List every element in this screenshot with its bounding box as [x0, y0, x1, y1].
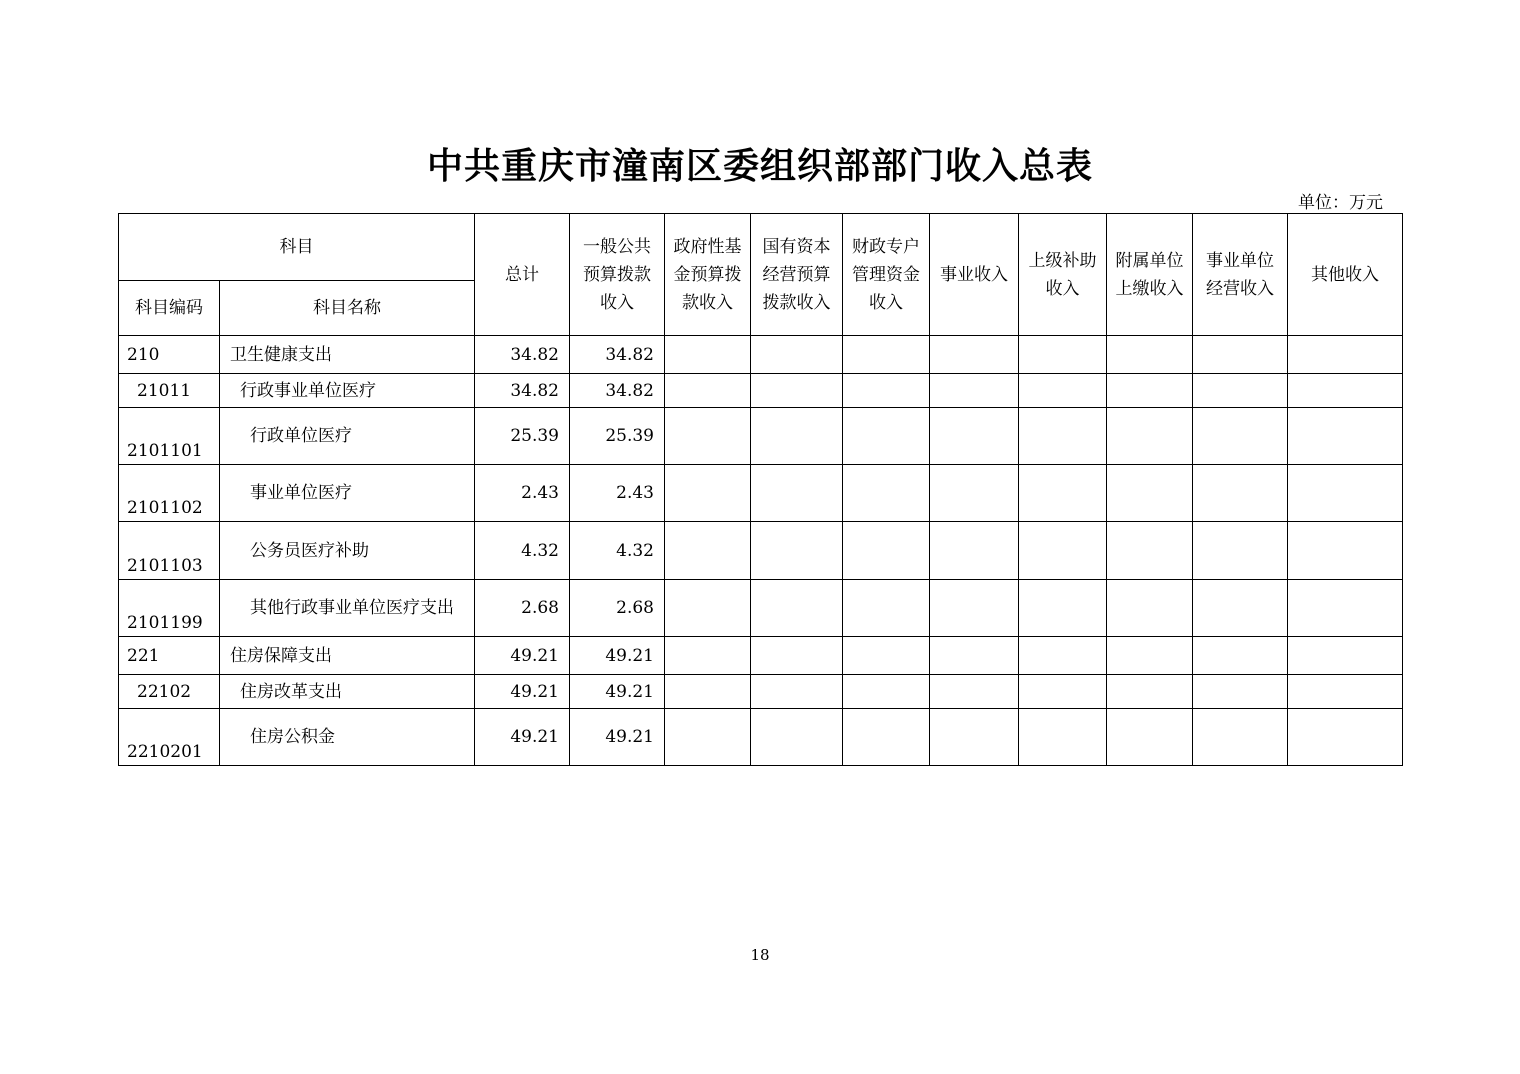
table-row [119, 465, 1403, 522]
general-budget-value: 34.82 [570, 374, 665, 408]
subject-name: 住房保障支出 [220, 637, 475, 675]
header-state-capital: 国有资本经营预算拨款收入 [751, 214, 843, 336]
subject-name: 卫生健康支出 [220, 336, 475, 374]
subject-code: 2101199 [119, 580, 220, 637]
subject-code: 2101103 [119, 522, 220, 580]
header-fiscal-special: 财政专户管理资金收入 [843, 214, 930, 336]
unit-label: 单位：万元 [1298, 193, 1383, 213]
table-row [119, 336, 1403, 374]
total-value: 49.21 [475, 675, 570, 709]
general-budget-value: 25.39 [570, 408, 665, 465]
subject-name: 其他行政事业单位医疗支出 [220, 580, 475, 637]
general-budget-value: 49.21 [570, 709, 665, 766]
total-value: 2.68 [475, 580, 570, 637]
header-other-income: 其他收入 [1288, 214, 1403, 336]
header-superior-subsidy: 上级补助收入 [1019, 214, 1107, 336]
header-row-1 [119, 214, 1403, 281]
subject-code: 22102 [119, 675, 220, 709]
general-budget-value: 2.68 [570, 580, 665, 637]
total-value: 34.82 [475, 336, 570, 374]
total-value: 2.43 [475, 465, 570, 522]
header-business-operation: 事业单位经营收入 [1193, 214, 1288, 336]
subject-code: 221 [119, 637, 220, 675]
general-budget-value: 34.82 [570, 336, 665, 374]
total-value: 49.21 [475, 709, 570, 766]
subject-code: 210 [119, 336, 220, 374]
table-row [119, 522, 1403, 580]
header-code: 科目编码 [119, 281, 220, 336]
header-gov-fund: 政府性基金预算拨款收入 [665, 214, 751, 336]
header-total: 总计 [475, 214, 570, 336]
general-budget-value: 4.32 [570, 522, 665, 580]
table-row [119, 675, 1403, 709]
general-budget-value: 49.21 [570, 675, 665, 709]
subject-code: 21011 [119, 374, 220, 408]
total-value: 49.21 [475, 637, 570, 675]
header-affiliated-income: 附属单位上缴收入 [1107, 214, 1193, 336]
subject-code: 2101101 [119, 408, 220, 465]
table-row [119, 374, 1403, 408]
subject-name: 公务员医疗补助 [220, 522, 475, 580]
header-business-income: 事业收入 [930, 214, 1019, 336]
total-value: 25.39 [475, 408, 570, 465]
table-row [119, 580, 1403, 637]
general-budget-value: 49.21 [570, 637, 665, 675]
header-name: 科目名称 [220, 281, 475, 336]
subject-name: 住房公积金 [220, 709, 475, 766]
table-row [119, 709, 1403, 766]
header-subject: 科目 [119, 214, 475, 281]
page-title: 中共重庆市潼南区委组织部部门收入总表 [426, 145, 1093, 187]
total-value: 34.82 [475, 374, 570, 408]
table-row [119, 408, 1403, 465]
header-general-budget: 一般公共预算拨款收入 [570, 214, 665, 336]
table-row [119, 637, 1403, 675]
subject-name: 事业单位医疗 [220, 465, 475, 522]
subject-name: 行政单位医疗 [220, 408, 475, 465]
subject-code: 2101102 [119, 465, 220, 522]
general-budget-value: 2.43 [570, 465, 665, 522]
page-number: 18 [750, 946, 770, 964]
subject-name: 住房改革支出 [220, 675, 475, 709]
total-value: 4.32 [475, 522, 570, 580]
income-summary-table [118, 213, 1403, 766]
subject-code: 2210201 [119, 709, 220, 766]
subject-name: 行政事业单位医疗 [220, 374, 475, 408]
